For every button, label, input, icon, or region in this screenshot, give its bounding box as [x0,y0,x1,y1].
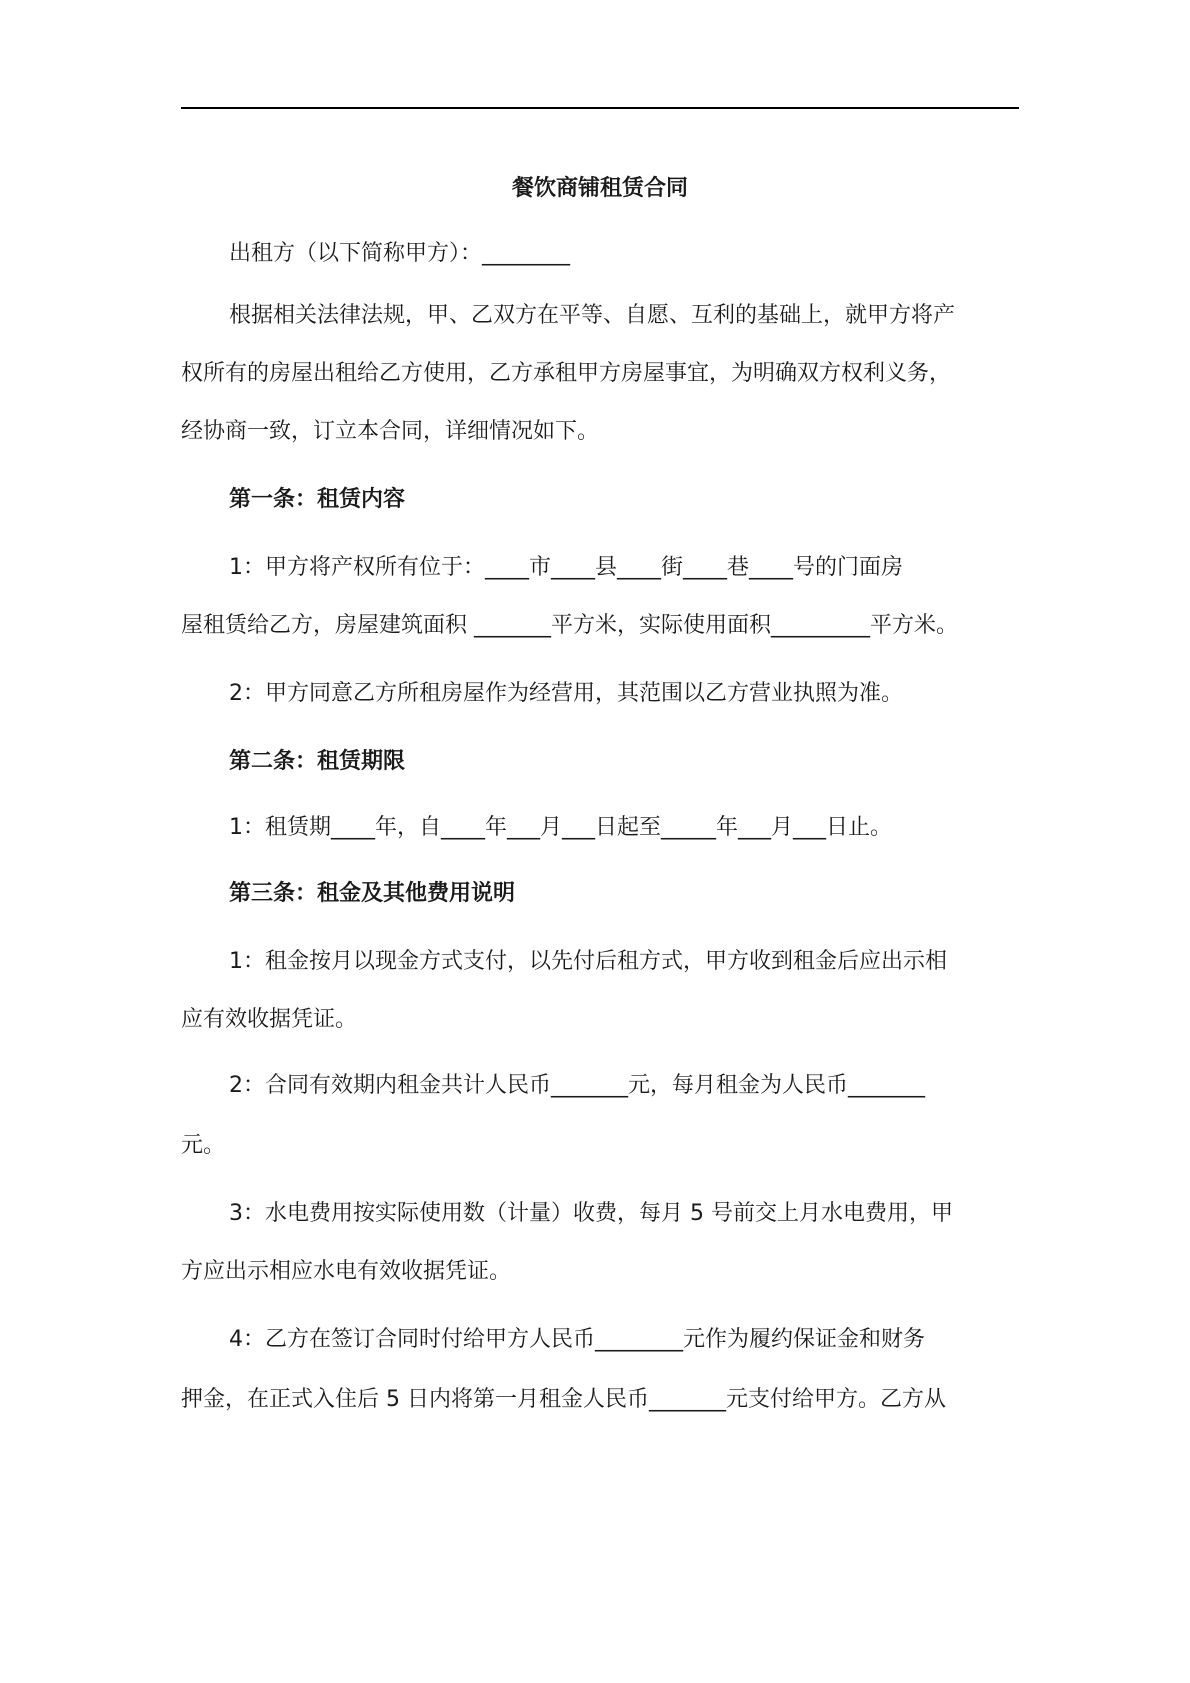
intro-line-3: 经协商一致，订立本合同，详细情况如下。 [181,419,600,444]
article-1-heading: 第一条：租赁内容 [229,487,406,512]
article-2-heading: 第二条：租赁期限 [229,749,406,774]
article-3-item-2-line-1: 2：合同有效期内租金共计人民币_______元，每月租金为人民币_______ [229,1073,925,1098]
article-3-item-3-line-1: 3：水电费用按实际使用数（计量）收费，每月 5 号前交上月水电费用，甲 [229,1201,953,1226]
intro-line-2: 权所有的房屋出租给乙方使用，乙方承租甲方房屋事宜，为明确双方权利义务， [181,361,952,386]
article-3-item-1-line-1: 1：租金按月以现金方式支付，以先付后租方式，甲方收到租金后应出示相 [229,949,947,974]
article-1-item-2: 2：甲方同意乙方所租房屋作为经营用，其范围以乙方营业执照为准。 [229,681,903,706]
article-3-heading: 第三条：租金及其他费用说明 [229,881,516,906]
article-1-item-1-line-1: 1：甲方将产权所有位于：____市____县____街____巷____号的门面房 [229,555,903,580]
article-2-item-1: 1：租赁期____年，自____年___月___日起至_____年___月___日止。 [229,815,892,840]
article-3-item-1-line-2: 应有效收据凭证。 [181,1007,358,1032]
article-1-item-1-line-2: 屋租赁给乙方，房屋建筑面积 _______平方米，实际使用面积_________平方米。 [181,613,958,638]
intro-line-1: 根据相关法律法规，甲、乙双方在平等、自愿、互利的基础上，就甲方将产 [229,303,956,328]
header-rule [181,107,1019,109]
article-3-item-4-line-1: 4：乙方在签订合同时付给甲方人民币________元作为履约保证金和财务 [229,1327,925,1352]
lessor-line: 出租方（以下简称甲方）：________ [229,241,571,266]
article-3-item-2-line-2: 元。 [181,1133,226,1158]
article-3-item-4-line-2: 押金，在正式入住后 5 日内将第一月租金人民币_______元支付给甲方。乙方从 [181,1387,946,1412]
article-3-item-3-line-2: 方应出示相应水电有效收据凭证。 [181,1259,512,1284]
document-title: 餐饮商铺租赁合同 [511,176,688,201]
